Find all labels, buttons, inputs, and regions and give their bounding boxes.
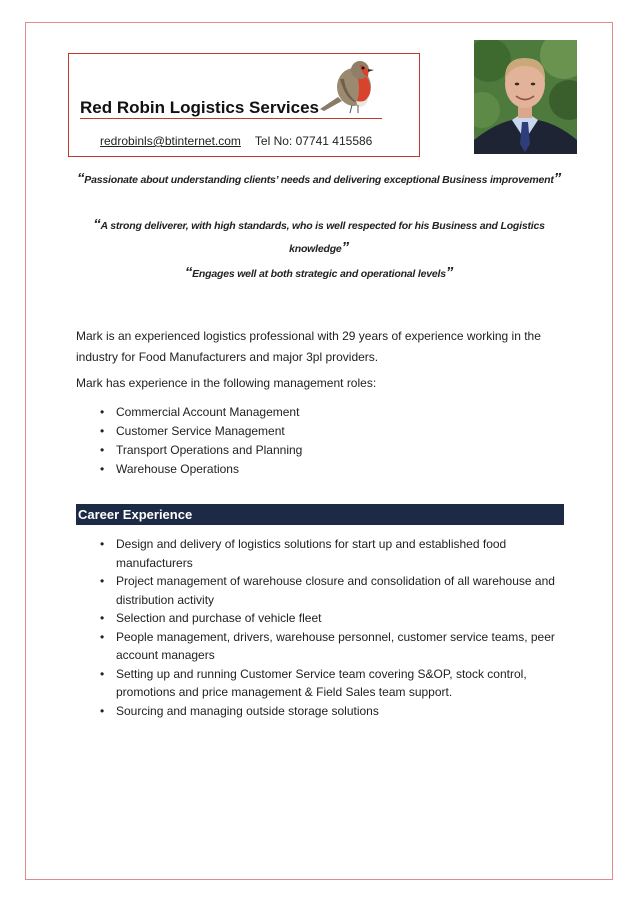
section-heading-career: Career Experience [76,504,564,525]
company-name-underline [80,118,382,119]
telephone: Tel No: 07741 415586 [254,134,373,148]
roles-list [100,403,560,479]
company-name: Red Robin Logistics Services [80,98,320,117]
list-item: • Customer Service Management [100,422,560,441]
list-item: • Design and delivery of logistics solutions for start up and established food manufacturers [100,535,560,572]
list-item: • Warehouse Operations [100,460,560,479]
robin-logo-icon [316,57,386,115]
quote-1-text: Passionate about understanding clients’ needs and delivering exceptional Business improvement [84,174,554,186]
list-item: • Selection and purchase of vehicle fleet [100,609,560,628]
list-item: • Setting up and running Customer Service team covering S&OP, stock control, promotions and price management & Field Sales team support. [100,665,560,702]
quote-2-text: A strong deliverer, with high standards, who is well respected for his Business and Logistics knowledge [100,220,545,255]
contact-line [100,134,372,148]
career-list [100,535,560,720]
list-item: • Commercial Account Management [100,403,560,422]
intro-paragraph: Mark is an experienced logistics professional with 29 years of experience working in the industry for Food Manufacturers and major 3pl providers. [76,329,541,364]
quote-3-text: Engages well at both strategic and operational levels [192,268,446,280]
list-item: • People management, drivers, warehouse personnel, customer service teams, peer account managers [100,628,560,665]
roles-intro: Mark has experience in the following management roles: [76,376,377,390]
list-item: • Sourcing and managing outside storage solutions [100,702,560,721]
quote-1: “Passionate about understanding clients’ needs and delivering exceptional Business improvement” [76,170,561,187]
quote-3: “Engages well at both strategic and operational levels” [184,264,454,281]
quote-2: “A strong deliverer, with high standards, who is well respected for his Business and Logistics knowledge” [93,216,545,256]
list-item: • Transport Operations and Planning [100,441,560,460]
profile-photo [474,40,577,154]
email-link[interactable]: redrobinls@btinternet.com [100,134,241,148]
list-item: • Project management of warehouse closure and consolidation of all warehouse and distribution activity [100,572,560,609]
